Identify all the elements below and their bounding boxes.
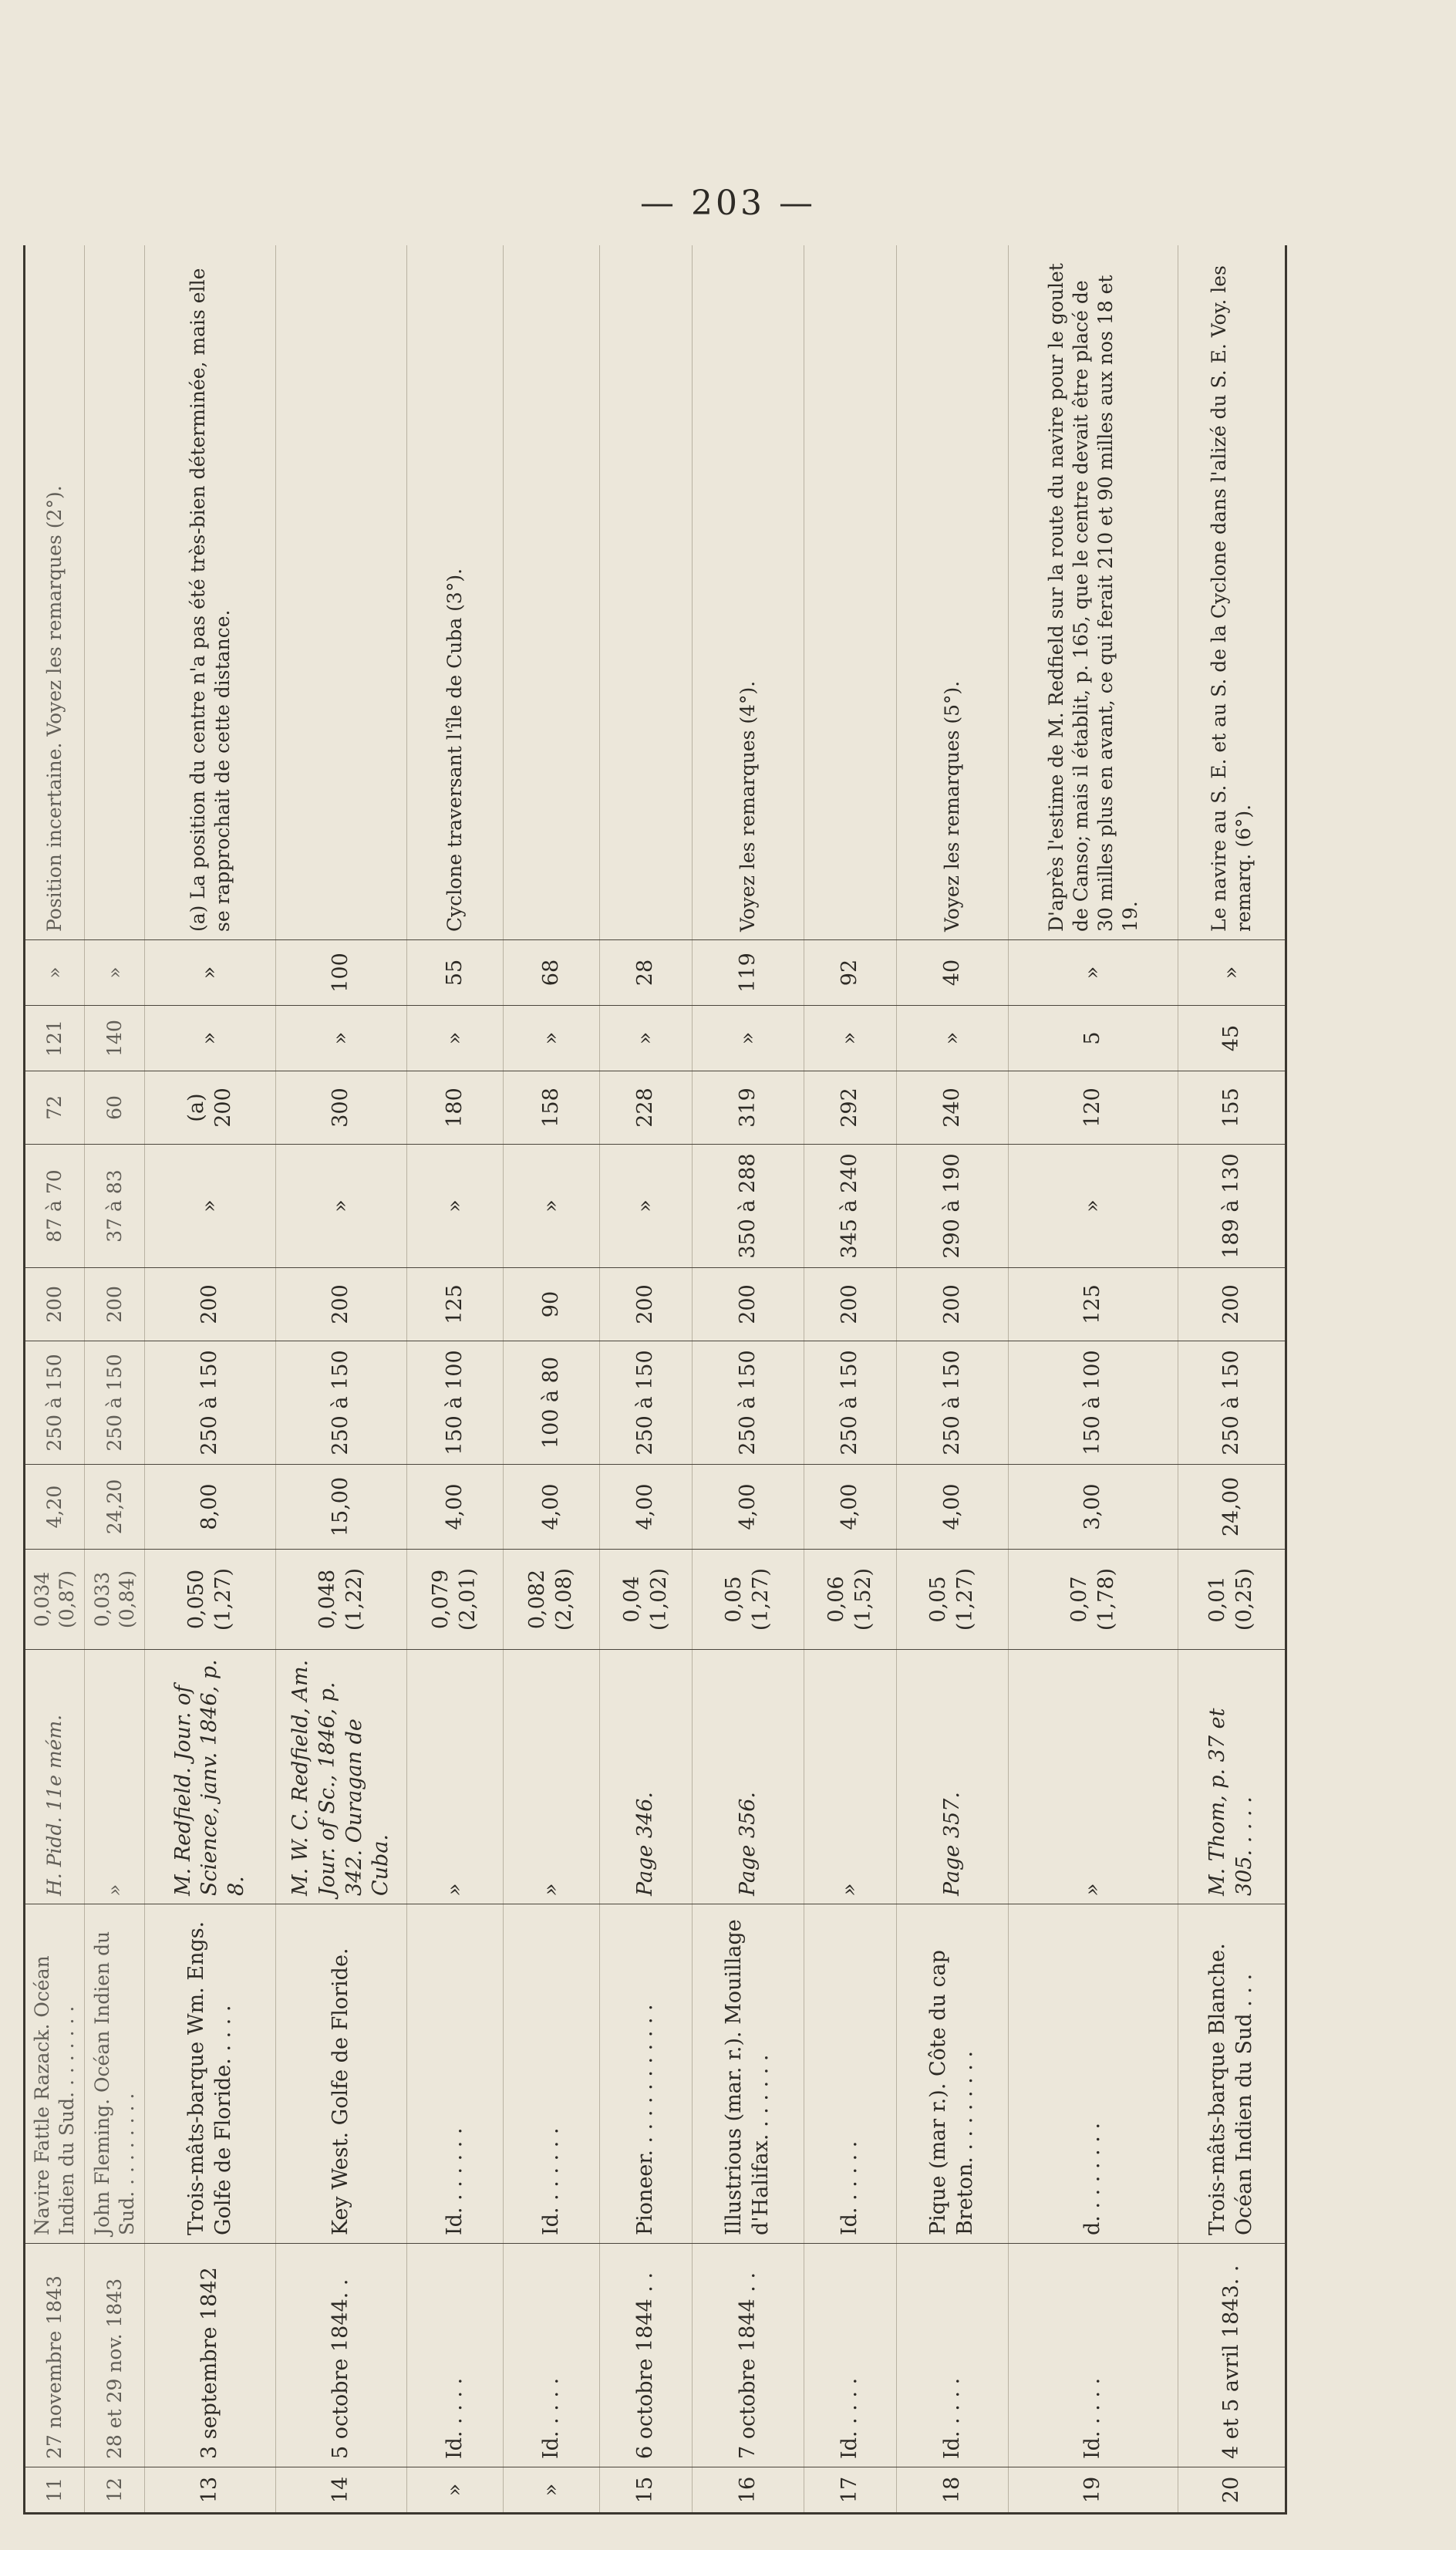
cell-c5: 3,00 [1009, 1465, 1178, 1550]
cell-source: » [1009, 1650, 1178, 1904]
cell-c6: 250 à 150 [1178, 1341, 1286, 1465]
cell-c7: 200 [897, 1268, 1009, 1341]
cell-c11: 40 [897, 940, 1009, 1006]
cell-place: Navire Fattle Razack. Océan Indien du Sud. . . . . . . . [25, 1904, 85, 2244]
pressure-value: 0,033 [90, 1571, 113, 1627]
pressure-cell [25, 1550, 85, 1650]
table-row [1009, 246, 1178, 2514]
cell-c6: 250 à 150 [804, 1341, 897, 1465]
cell-c7: 200 [1178, 1268, 1286, 1341]
cell-c10: » [276, 1006, 407, 1071]
pressure-mm-value: (1,27) [749, 1567, 773, 1631]
cell-place: Trois-mâts-barque Wm. Engs. Golfe de Floride. . . . . [145, 1904, 276, 2244]
cell-c8: » [1009, 1145, 1178, 1268]
cell-c7: 200 [25, 1268, 85, 1341]
cell-c6: 100 à 80 [504, 1341, 600, 1465]
cell-place: Pioneer. . . . . . . . . . . . [600, 1904, 693, 2244]
pressure-mm-value: (0,87) [56, 1570, 78, 1629]
cell-c6: 150 à 100 [1009, 1341, 1178, 1465]
cell-c5: 4,00 [693, 1465, 804, 1550]
table-row [504, 246, 600, 2514]
cell-c10: » [897, 1006, 1009, 1071]
cell-c9: 240 [897, 1071, 1009, 1145]
cyclone-data-table [23, 246, 1287, 2515]
cell-c11: 28 [600, 940, 693, 1006]
table-row [145, 246, 276, 2514]
cell-source: H. Pidd. 11e mém. [25, 1650, 85, 1904]
pressure-cell [693, 1550, 804, 1650]
cell-c8: » [407, 1145, 504, 1268]
pressure-cell [85, 1550, 145, 1650]
cell-c11: » [85, 940, 145, 1006]
cell-no: » [407, 2467, 504, 2514]
pressure-value: 0,06 [824, 1576, 848, 1623]
cell-date: Id. . . . . [407, 2244, 504, 2467]
cell-source: » [504, 1650, 600, 1904]
cell-c11: 119 [693, 940, 804, 1006]
cell-c10: » [145, 1006, 276, 1071]
cell-c9: 72 [25, 1071, 85, 1145]
cell-c5: 8,00 [145, 1465, 276, 1550]
pressure-cell [145, 1550, 276, 1650]
pressure-cell [276, 1550, 407, 1650]
cell-c11: 100 [276, 940, 407, 1006]
cell-c8: » [276, 1145, 407, 1268]
cell-c8: 37 à 83 [85, 1145, 145, 1268]
cell-c9: 300 [276, 1071, 407, 1145]
cell-remarks [85, 246, 145, 940]
pressure-mm-value: (1,27) [211, 1567, 235, 1631]
cell-c9: (a) 200 [145, 1071, 276, 1145]
cell-c11: » [1178, 940, 1286, 1006]
cell-c11: » [145, 940, 276, 1006]
pressure-mm-value: (0,84) [115, 1570, 138, 1629]
pressure-cell [804, 1550, 897, 1650]
cell-c9: 158 [504, 1071, 600, 1145]
cell-c8: 87 à 70 [25, 1145, 85, 1268]
cell-date: 4 et 5 avril 1843. . [1178, 2244, 1286, 2467]
pressure-mm-value: (1,52) [851, 1567, 875, 1631]
cell-place: Trois-mâts-barque Blanche. Océan Indien du Sud . . . [1178, 1904, 1286, 2244]
cell-place: Id. . . . . . [804, 1904, 897, 2244]
cell-c5: 24,00 [1178, 1465, 1286, 1550]
cell-no: 19 [1009, 2467, 1178, 2514]
cell-place: d. . . . . . . . [1009, 1904, 1178, 2244]
cell-source: » [804, 1650, 897, 1904]
cell-date: Id. . . . . [897, 2244, 1009, 2467]
cell-c7: 200 [804, 1268, 897, 1341]
cell-c5: 4,00 [504, 1465, 600, 1550]
cell-c5: 4,00 [897, 1465, 1009, 1550]
cell-place: Key West. Golfe de Floride. [276, 1904, 407, 2244]
cell-c7: 200 [276, 1268, 407, 1341]
cell-place: Id. . . . . . . [407, 1904, 504, 2244]
cell-no: 11 [25, 2467, 85, 2514]
cell-c8: 189 à 130 [1178, 1145, 1286, 1268]
cell-no: 15 [600, 2467, 693, 2514]
cell-c5: 4,00 [407, 1465, 504, 1550]
pressure-value: 0,05 [722, 1576, 747, 1623]
pressure-value: 0,04 [619, 1576, 644, 1623]
cell-c8: » [600, 1145, 693, 1268]
cell-c9: 180 [407, 1071, 504, 1145]
cell-source: M. W. C. Redfield, Am. Jour. of Sc., 1846, p. 342. Ouragan de Cuba. [276, 1650, 407, 1904]
cell-date: 7 octobre 1844 . . [693, 2244, 804, 2467]
cell-no: 14 [276, 2467, 407, 2514]
cell-place: Pique (mar r.). Côte du cap Breton. . . . . . . . . [897, 1904, 1009, 2244]
cell-remarks [804, 246, 897, 940]
pressure-cell [1178, 1550, 1286, 1650]
cell-no: 20 [1178, 2467, 1286, 2514]
cell-no: 17 [804, 2467, 897, 2514]
cell-c5: 15,00 [276, 1465, 407, 1550]
cell-c9: 120 [1009, 1071, 1178, 1145]
cell-c10: » [693, 1006, 804, 1071]
cell-c6: 250 à 150 [693, 1341, 804, 1465]
table-row [85, 246, 145, 2514]
cell-source: Page 356. [693, 1650, 804, 1904]
cell-c10: » [504, 1006, 600, 1071]
cell-remarks: Cyclone traversant l'île de Cuba (3°). [443, 568, 466, 932]
cell-c8: » [145, 1145, 276, 1268]
rotated-table-container [23, 247, 1272, 2515]
cell-c11: » [1009, 940, 1178, 1006]
cell-date: 27 novembre 1843 [25, 2244, 85, 2467]
table-row [1178, 246, 1286, 2514]
cell-no: 12 [85, 2467, 145, 2514]
cell-place: Id. . . . . . . [504, 1904, 600, 2244]
cell-c8: 345 à 240 [804, 1145, 897, 1268]
pressure-value: 0,079 [429, 1569, 453, 1630]
cell-c10: 140 [85, 1006, 145, 1071]
cell-c10: 121 [25, 1006, 85, 1071]
cell-c7: 200 [693, 1268, 804, 1341]
pressure-value: 0,050 [184, 1569, 208, 1630]
cell-date: 6 octobre 1844 . . [600, 2244, 693, 2467]
cell-source: Page 346. [600, 1650, 693, 1904]
cell-c6: 150 à 100 [407, 1341, 504, 1465]
cell-c7: 200 [85, 1268, 145, 1341]
cell-c5: 24,20 [85, 1465, 145, 1550]
cell-c6: 250 à 150 [25, 1341, 85, 1465]
cell-c6: 250 à 150 [897, 1341, 1009, 1465]
pressure-value: 0,01 [1205, 1576, 1230, 1623]
cell-c5: 4,20 [25, 1465, 85, 1550]
pressure-cell [600, 1550, 693, 1650]
table-row [25, 246, 85, 2514]
cell-c6: 250 à 150 [276, 1341, 407, 1465]
cell-c9: 60 [85, 1071, 145, 1145]
cell-remarks: Voyez les remarques (4°). [736, 680, 759, 932]
cell-c8: 350 à 288 [693, 1145, 804, 1268]
cell-remarks [276, 246, 407, 940]
pressure-value: 0,082 [525, 1569, 550, 1630]
rotated-table [23, 247, 1272, 2515]
cell-c10: » [407, 1006, 504, 1071]
cell-c10: 45 [1178, 1006, 1286, 1071]
cell-source: M. Thom, p. 37 et 305. . . . . [1178, 1650, 1286, 1904]
cell-remarks [600, 246, 693, 940]
cell-c8: » [504, 1145, 600, 1268]
cell-date: Id. . . . . [1009, 2244, 1178, 2467]
cell-remarks: Le navire au S. E. et au S. de la Cyclone dans l'alizé du S. E. Voy. les remarq. (6°). [1208, 265, 1255, 932]
cell-date: 28 et 29 nov. 1843 [85, 2244, 145, 2467]
cell-remarks: D'après l'estime de M. Redfield sur la route du navire pour le goulet de Canso; mais il établit, p. 165, que le centre devait être placé de 30 milles plus en avant, ce qui ferait 210 et 90 milles aux nos 18 et 19. [1044, 263, 1141, 932]
cell-c9: 292 [804, 1071, 897, 1145]
pressure-mm-value: (1,27) [953, 1567, 977, 1631]
table-row [600, 246, 693, 2514]
cell-c5: 4,00 [600, 1465, 693, 1550]
cell-no: » [504, 2467, 600, 2514]
cell-c6: 250 à 150 [85, 1341, 145, 1465]
cell-c9: 319 [693, 1071, 804, 1145]
cell-no: 18 [897, 2467, 1009, 2514]
cell-c9: 228 [600, 1071, 693, 1145]
cell-c8: 290 à 190 [897, 1145, 1009, 1268]
cell-source: » [407, 1650, 504, 1904]
cell-c5: 4,00 [804, 1465, 897, 1550]
pressure-cell [897, 1550, 1009, 1650]
cell-c11: 68 [504, 940, 600, 1006]
cell-c7: 125 [1009, 1268, 1178, 1341]
cell-date: 3 septembre 1842 [145, 2244, 276, 2467]
cell-date: Id. . . . . [804, 2244, 897, 2467]
cell-source: M. Redfield. Jour. of Science, janv. 1846, p. 8. [145, 1650, 276, 1904]
cell-c11: 55 [407, 940, 504, 1006]
pressure-value: 0,034 [31, 1571, 53, 1627]
pressure-value: 0,07 [1067, 1576, 1091, 1623]
cell-c7: 200 [600, 1268, 693, 1341]
cell-source: » [85, 1650, 145, 1904]
pressure-cell [1009, 1550, 1178, 1650]
pressure-mm-value: (1,02) [646, 1567, 671, 1631]
table-row [407, 246, 504, 2514]
pressure-cell [504, 1550, 600, 1650]
cell-remarks [504, 246, 600, 940]
cell-c6: 250 à 150 [600, 1341, 693, 1465]
cell-no: 13 [145, 2467, 276, 2514]
cell-c7: 90 [504, 1268, 600, 1341]
cell-c6: 250 à 150 [145, 1341, 276, 1465]
pressure-mm-value: (0,25) [1232, 1567, 1256, 1631]
cell-c7: 200 [145, 1268, 276, 1341]
cell-no: 16 [693, 2467, 804, 2514]
pressure-mm-value: (1,22) [342, 1567, 366, 1631]
pressure-value: 0,048 [315, 1569, 339, 1630]
cell-c7: 125 [407, 1268, 504, 1341]
cell-remarks: (a) La position du centre n'a pas été très-bien déterminée, mais elle se rapprochait de cette distance. [186, 268, 234, 932]
table-row [693, 246, 804, 2514]
table-row [897, 246, 1009, 2514]
pressure-mm-value: (2,08) [552, 1567, 576, 1631]
cell-source: Page 357. [897, 1650, 1009, 1904]
pressure-mm-value: (1,78) [1094, 1567, 1118, 1631]
cell-date: 5 octobre 1844. . [276, 2244, 407, 2467]
cell-c11: » [25, 940, 85, 1006]
cell-c10: » [804, 1006, 897, 1071]
cell-place: John Fleming. Océan Indien du Sud. . . . . . . . . [85, 1904, 145, 2244]
pressure-value: 0,05 [926, 1576, 951, 1623]
pressure-cell [407, 1550, 504, 1650]
page-number: — 203 — [640, 184, 816, 223]
cell-c11: 92 [804, 940, 897, 1006]
cell-c9: 155 [1178, 1071, 1286, 1145]
table-row [804, 246, 897, 2514]
cell-c10: 5 [1009, 1006, 1178, 1071]
pressure-mm-value: (2,01) [456, 1567, 480, 1631]
cell-remarks: Voyez les remarques (5°). [941, 680, 963, 932]
cell-c10: » [600, 1006, 693, 1071]
cell-place: Illustrious (mar. r.). Mouillage d'Halifax. . . . . . . [693, 1904, 804, 2244]
cell-remarks: Position incertaine. Voyez les remarques (2°). [43, 485, 66, 932]
cell-date: Id. . . . . [504, 2244, 600, 2467]
table-row [276, 246, 407, 2514]
